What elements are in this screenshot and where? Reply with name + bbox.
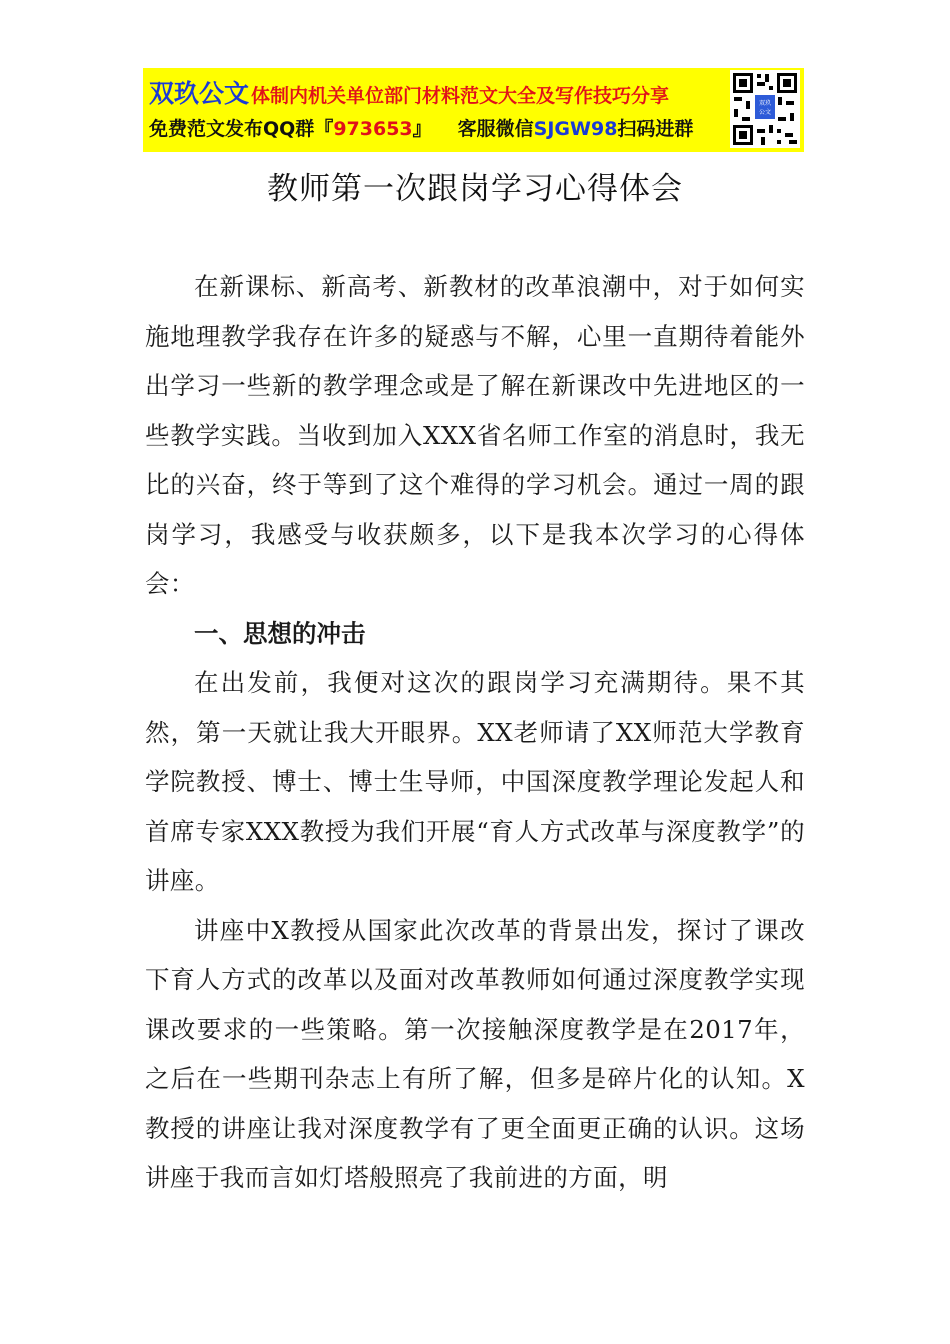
brand-name: 双玖公文	[149, 79, 250, 108]
qq-group-number: 973653	[333, 118, 413, 140]
page-title: 教师第一次跟岗学习心得体会	[267, 171, 683, 207]
qq-suffix: 』	[412, 118, 432, 140]
wechat-prefix: 客服微信	[457, 118, 534, 140]
banner-line-2	[149, 114, 693, 141]
wechat-suffix: 扫码进群	[617, 118, 694, 140]
qr-center-label: 双玖	[758, 100, 772, 107]
svg-text:公文: 公文	[758, 109, 772, 116]
section-heading-1: 一、思想的冲击	[194, 618, 366, 648]
document-body	[145, 262, 805, 1203]
qq-prefix: 免费范文发布QQ群『	[149, 118, 334, 140]
promo-banner	[143, 68, 804, 152]
wechat-id: SJGW98	[533, 118, 618, 140]
paragraph-intro: 在新课标、新高考、新教材的改革浪潮中，对于如何实施地理教学我存在许多的疑惑与不解，心里一直期待着能外出学习一些新的教学理念或是了解在新课改中先进地区的一些教学实践。当收到加入XXX省名师工作室的消息时，我无比的兴奋，终于等到了这个难得的学习机会。通过一周的跟岗学习，我感受与收获颇多，以下是我本次学习的心得体会：	[145, 272, 805, 598]
banner-line-1	[149, 74, 669, 110]
banner-tagline: 体制内机关单位部门材料范文大全及写作技巧分享	[251, 85, 670, 107]
paragraph-3: 讲座中X教授从国家此次改革的背景出发，探讨了课改下育人方式的改革以及面对改革教师如何通过深度教学实现课改要求的一些策略。第一次接触深度教学是在2017年，之后在一些期刊杂志上有所了解，但多是碎片化的认知。X教授的讲座让我对深度教学有了更全面更正确的认识。这场讲座于我而言如灯塔般照亮了我前进的方面，明	[145, 915, 805, 1192]
qr-code-icon[interactable]	[730, 70, 800, 148]
paragraph-2: 在出发前，我便对这次的跟岗学习充满期待。果不其然，第一天就让我大开眼界。XX老师请了XX师范大学教育学院教授、博士、博士生导师，中国深度教学理论发起人和首席专家XXX教授为我们开展“育人方式改革与深度教学”的讲座。	[145, 668, 805, 895]
